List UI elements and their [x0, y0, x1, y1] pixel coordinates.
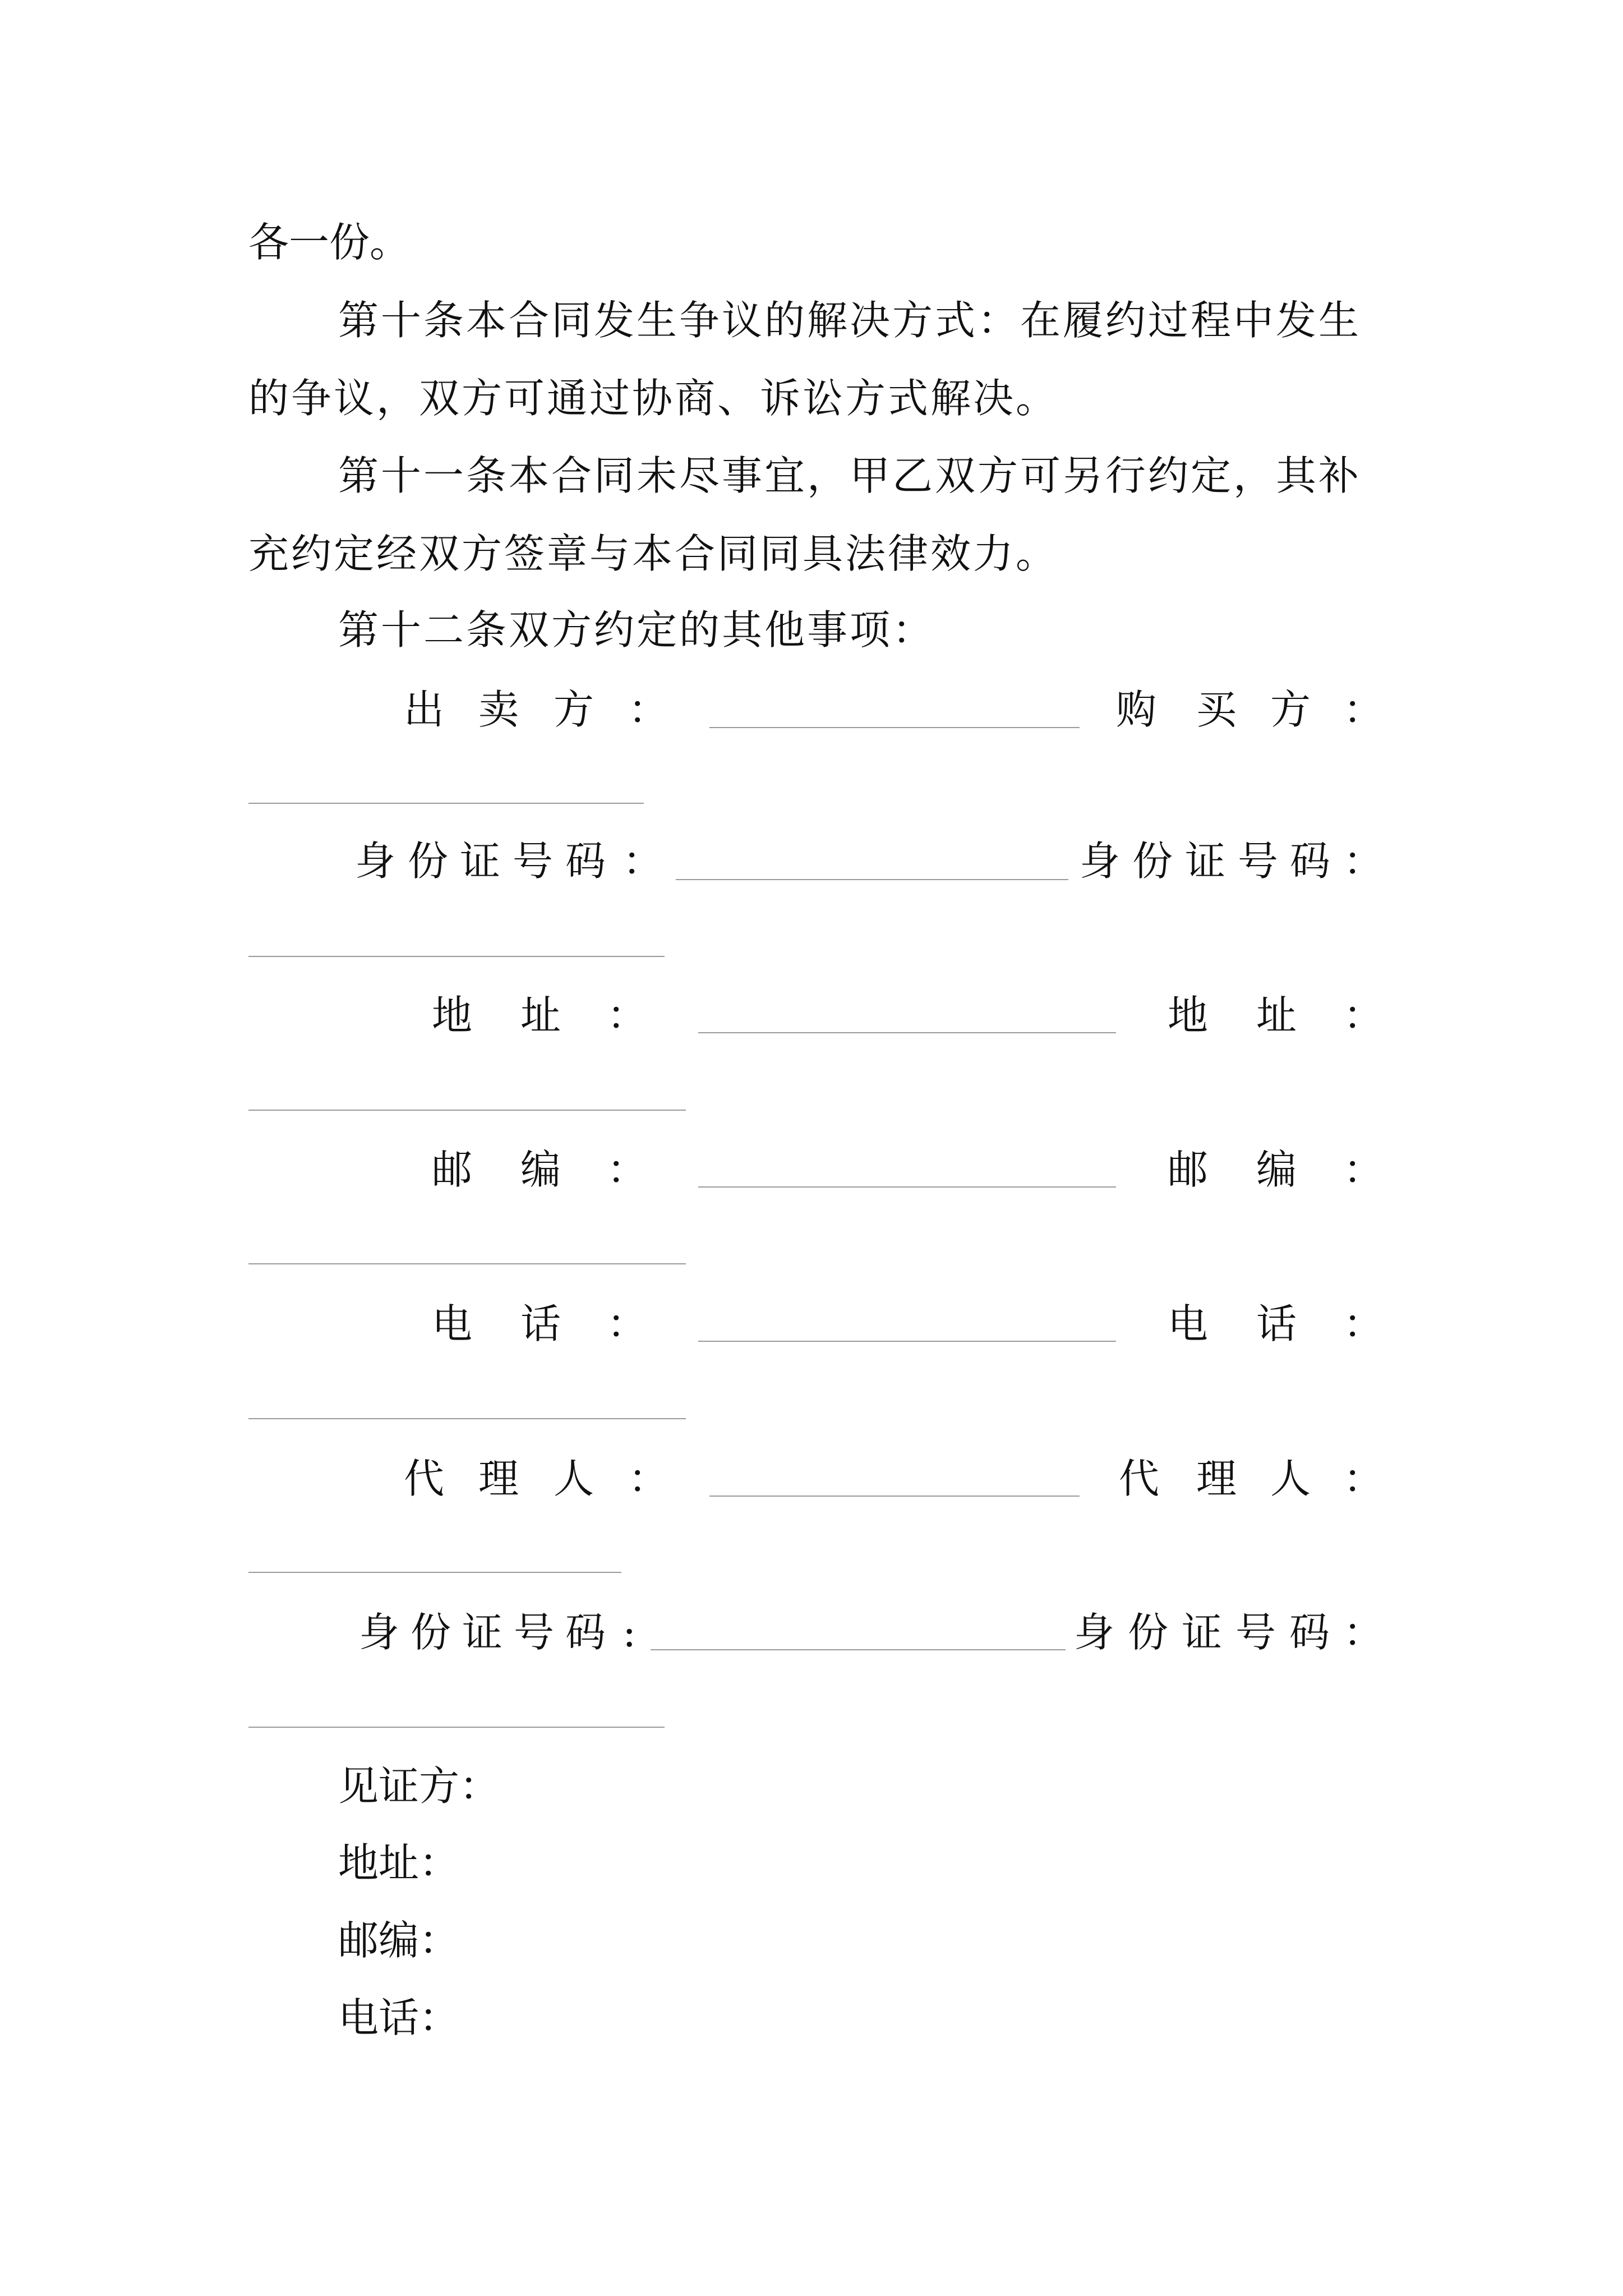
agent-id-label-char: :	[623, 1609, 637, 1656]
agent-id-label-char: 号	[514, 1609, 555, 1656]
address-label-char: ：	[607, 992, 648, 1039]
postcode-label-char: 邮	[432, 1146, 473, 1193]
agent-id-label-char: 份	[411, 1609, 451, 1656]
phone-label-char: 话	[520, 1300, 561, 1347]
article-10-line-1: 第十条本合同发生争议的解决方式：在履约过程中发生	[338, 297, 1362, 344]
id-label-char: 身	[1080, 838, 1121, 885]
buyer-label-char: ：	[1343, 686, 1384, 733]
agent-label-char: 理	[478, 1455, 519, 1502]
phone-label-char: ：	[1343, 1300, 1384, 1347]
agent-id-label-char: 份	[1128, 1609, 1169, 1656]
agent-id-label-char: ：	[1343, 1609, 1384, 1656]
seller-label-char: ：	[628, 686, 669, 733]
buyer-agent-blank-line	[248, 1572, 621, 1573]
postcode-label-char: ：	[607, 1146, 648, 1193]
phone-label-char: 电	[1168, 1300, 1209, 1347]
agent-label-char: ：	[1343, 1455, 1384, 1502]
seller-phone-blank-line	[698, 1341, 1116, 1342]
seller-agent-id-blank-line	[651, 1649, 1066, 1650]
agent-label-char: 人	[554, 1455, 594, 1502]
id-label-char: 证	[1185, 838, 1226, 885]
postcode-label-char: ：	[1343, 1146, 1384, 1193]
seller-agent-blank-line	[709, 1496, 1080, 1497]
phone-label-char: 话	[1256, 1300, 1297, 1347]
address-label-char: ：	[1343, 992, 1384, 1039]
agent-label-char: 人	[1270, 1455, 1311, 1502]
id-label-char: 份	[408, 838, 449, 885]
witness-party-label: 见证方：	[338, 1763, 500, 1810]
buyer-blank-line	[248, 803, 644, 804]
address-label-char: 地	[1168, 992, 1209, 1039]
id-label-char: 号	[513, 838, 554, 885]
agent-label-char: 代	[1119, 1455, 1160, 1502]
seller-address-blank-line	[698, 1032, 1116, 1033]
agent-id-label-char: 号	[1235, 1609, 1276, 1656]
phone-label-char: 电	[432, 1300, 473, 1347]
buyer-postcode-blank-line	[248, 1263, 686, 1264]
agent-id-label-char: 身	[1074, 1609, 1115, 1656]
postcode-label-char: 邮	[1168, 1146, 1209, 1193]
buyer-agent-id-blank-line	[248, 1727, 665, 1728]
seller-label-char: 卖	[478, 686, 519, 733]
seller-postcode-blank-line	[698, 1186, 1116, 1188]
buyer-label-char: 买	[1196, 686, 1237, 733]
id-label-char: ：	[1343, 838, 1384, 885]
seller-label-char: 出	[404, 686, 445, 733]
buyer-label-char: 购	[1116, 686, 1157, 733]
agent-id-label-char: 证	[1182, 1609, 1223, 1656]
agent-id-label-char: 身	[359, 1609, 400, 1656]
buyer-label-char: 方	[1270, 686, 1311, 733]
id-label-char: 份	[1132, 838, 1173, 885]
agent-id-label-char: 码	[1289, 1609, 1330, 1656]
witness-postcode-label: 邮编：	[338, 1917, 460, 1964]
id-label-char: 证	[460, 838, 501, 885]
postcode-label-char: 编	[520, 1146, 561, 1193]
agent-label-char: 代	[404, 1455, 445, 1502]
id-label-char: 号	[1238, 838, 1279, 885]
id-label-char: 码	[565, 838, 606, 885]
id-label-char: 码	[1290, 838, 1331, 885]
buyer-address-blank-line	[248, 1110, 686, 1111]
agent-label-char: ：	[628, 1455, 669, 1502]
seller-label-char: 方	[554, 686, 594, 733]
agent-id-label-char: 证	[462, 1609, 503, 1656]
witness-phone-label: 电话：	[338, 1994, 460, 2041]
id-label-char: 身	[355, 838, 396, 885]
postcode-label-char: 编	[1256, 1146, 1297, 1193]
paragraph-line: 各一份。	[248, 219, 411, 266]
seller-blank-line	[709, 727, 1080, 728]
article-11-line-2: 充约定经双方签章与本合同同具法律效力。	[248, 530, 1059, 577]
buyer-id-blank-line	[248, 956, 665, 957]
agent-label-char: 理	[1196, 1455, 1237, 1502]
article-11-line-1: 第十一条本合同未尽事宜，甲乙双方可另行约定，其补	[338, 452, 1362, 499]
article-10-line-2: 的争议，双方可通过协商、诉讼方式解决。	[248, 375, 1059, 422]
buyer-phone-blank-line	[248, 1418, 686, 1419]
agent-id-label-char: 码	[565, 1609, 606, 1656]
address-label-char: 址	[1256, 992, 1297, 1039]
phone-label-char: ：	[607, 1300, 648, 1347]
id-label-char: ：	[623, 838, 663, 885]
address-label-char: 地	[432, 992, 473, 1039]
witness-address-label: 地址：	[338, 1839, 460, 1887]
article-12-line: 第十二条双方约定的其他事项：	[338, 606, 935, 654]
seller-id-blank-line	[676, 879, 1068, 880]
address-label-char: 址	[520, 992, 561, 1039]
